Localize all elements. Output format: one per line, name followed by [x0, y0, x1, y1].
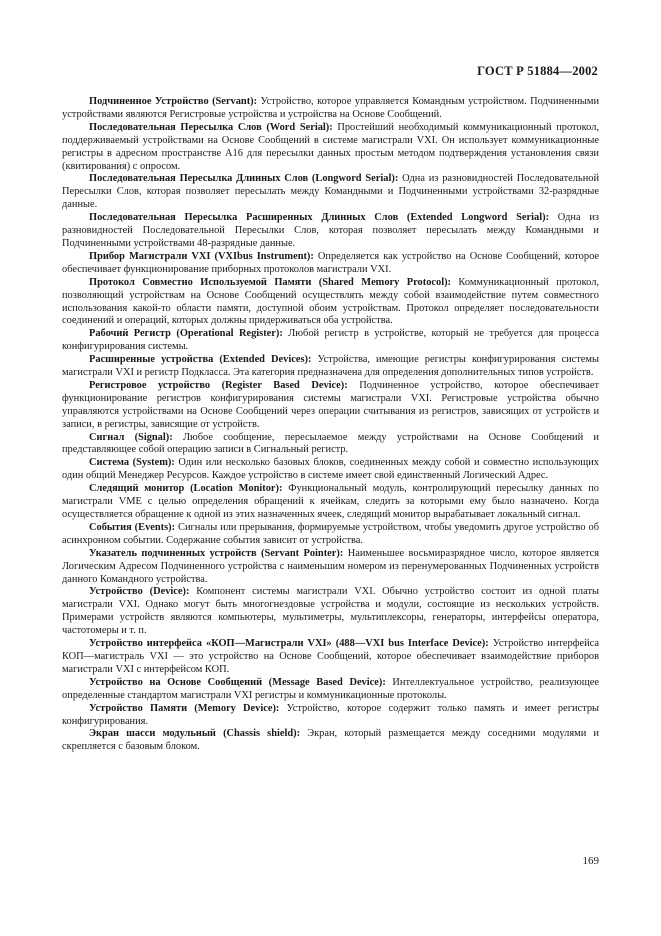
definition-text: Устройство, которое содержит только память и имеет регистры конфигурирования.	[62, 702, 600, 727]
definition-text: Устройства, имеющие регистры конфигурирования системы магистрали VXI и регистр Подкласса. Эта категория предназначена для определения дополнительных типов устройств.	[62, 354, 599, 379]
definition-text: Интеллектуальное устройство, реализующее определенные стандартом магистрали VXI регистры и коммуникационные протоколы.	[62, 676, 600, 701]
definition-paragraph	[62, 728, 599, 754]
definition-text: Функциональный модуль, контролирующий пересылку данных по магистрали VME с целью определения обращений к ячейкам, следить за которыми ему было назначено. Когда осуществляется обращение к одной из этих назначенных ячеек, следящий монитор вырабатывает локальный сигнал.	[62, 483, 599, 520]
definition-paragraph	[62, 251, 599, 277]
definition-text: Устройство интерфейса КОП—магистраль VXI — это устройство на Основе Сообщений, которое обеспечивает взаимодействие приборов магистрали VXI с интерфейсом КОП.	[62, 638, 599, 675]
definition-paragraph	[62, 432, 599, 458]
definition-text: Устройство, которое управляется Командным устройством. Подчиненными устройствами являются Регистровые устройства и устройства на Основе Сообщений.	[62, 96, 599, 120]
definition-term: Прибор Магистрали VXI (VXIbus Instrument):	[89, 250, 314, 262]
definition-paragraph	[62, 173, 599, 212]
definition-term: Последовательная Пересылка Расширенных Длинных Слов (Extended Longword Serial):	[89, 212, 550, 224]
definition-text: Подчиненное устройство, которое обеспечивает функционирование регистров конфигурирования системы магистрали VXI. Регистровые устройства обычно управляются устройствами на Основе Сообщений через операции считывания из регистров, зависящих от устройств и записи, в регистры, зависящие от устройств.	[62, 379, 599, 430]
definition-term: Устройство интерфейса «КОП—Магистрали VXI» (488—VXI bus Interface Device):	[89, 638, 489, 650]
definition-paragraph	[62, 677, 599, 703]
definition-text: Определяется как устройство на Основе Сообщений, которое обеспечивает функционирование приборных протоколов магистрали VXI.	[62, 250, 600, 275]
definition-paragraph	[62, 457, 599, 483]
definition-paragraph	[62, 522, 599, 548]
definition-text: Любой регистр в устройстве, который не требуется для процесса конфигурирования системы.	[62, 328, 600, 353]
definition-text: Один или несколько базовых блоков, соединенных между собой и совместно использующих один общий Менеджер Ресурсов. Каждое устройство в системе имеет свой единственный Логический Адрес.	[62, 457, 599, 482]
definition-term: Указатель подчиненных устройств (Servant Pointer):	[89, 547, 344, 559]
definition-paragraph	[62, 212, 599, 251]
definition-term: Следящий монитор (Location Monitor):	[89, 483, 283, 495]
definition-term: Расширенные устройства (Extended Devices):	[89, 354, 312, 366]
definition-paragraph	[62, 586, 599, 638]
definition-text: Сигналы или прерывания, формируемые устройством, чтобы уведомить другое устройство об асинхронном событии. Содержание события зависит от устройства.	[62, 521, 599, 546]
definition-text: Экран, который размещается между соседними модулями и скрепляется с базовым блоком.	[62, 728, 599, 753]
definition-paragraph	[62, 483, 599, 522]
definition-text: Одна из разновидностей Последовательной Пересылки Слов, которая позволяет пересылать между Командными и Подчиненными устройствами 48-разрядные данные.	[62, 212, 599, 249]
document-code: ГОСТ Р 51884—2002	[477, 64, 598, 78]
definition-paragraph	[62, 122, 599, 174]
definition-term: Регистровое устройство (Register Based Device):	[89, 379, 348, 391]
definition-term: Экран шасси модульный (Chassis shield):	[89, 728, 301, 740]
definition-term: Система (System):	[89, 457, 175, 469]
definition-term: Устройство Памяти (Memory Device):	[89, 702, 280, 714]
definition-text: Простейший необходимый коммуникационный протокол, поддерживаемый устройствами на Основе Сообщений в системе магистрали VXI. Он использует коммуникационные регистры в адресном пространстве A16 для пересылки данных простым методом подтверждения установления связи (квитирования) с опросом.	[62, 121, 599, 172]
definition-term: Последовательная Пересылка Длинных Слов (Longword Serial):	[89, 173, 399, 185]
definition-paragraph	[62, 277, 599, 329]
definition-text: Наименьшее восьмиразрядное число, которое является Логическим Адресом Подчиненного устройства с наименьшим номером из перенумерованных Подчиненных устройств данного Командного устройства.	[62, 547, 600, 585]
definition-paragraph	[62, 328, 599, 354]
definitions-body	[62, 96, 599, 754]
definition-term: События (Events):	[89, 521, 176, 533]
definition-term: Рабочий Регистр (Operational Register):	[89, 328, 283, 340]
definition-paragraph	[62, 96, 599, 122]
definition-term: Устройство (Device):	[89, 586, 190, 598]
definition-term: Протокол Совместно Используемой Памяти (Shared Memory Protocol):	[89, 276, 451, 288]
definition-term: Последовательная Пересылка Слов (Word Serial):	[89, 121, 333, 133]
definition-paragraph	[62, 638, 599, 677]
definition-text: Коммуникационный протокол, позволяющий устройствам на Основе Сообщений осуществлять между собой взаимодействие путем совместного использования какой-то области памяти, доступной обоим устройствам. Протокол определяет последовательности соединений и операций, которых должны придерживаться оба устройства.	[62, 276, 599, 327]
definition-paragraph	[62, 548, 599, 587]
definition-paragraph	[62, 703, 599, 729]
definition-paragraph	[62, 380, 599, 432]
definition-term: Сигнал (Signal):	[89, 431, 173, 443]
page-number: 169	[582, 855, 599, 867]
definition-term: Устройство на Основе Сообщений (Message Based Device):	[89, 676, 386, 688]
definition-text: Любое сообщение, пересылаемое между устройствами на Основе Сообщений и представляющее собой операцию записи в Сигнальный регистр.	[62, 431, 599, 456]
definition-text: Компонент системы магистрали VXI. Обычно устройство состоит из одной платы магистрали VXI. Однако могут быть многогнездовые устройства и модули, состоящие из нескольких устройств. Примерами устройств являются компьютеры, мультиметры, мультиплексоры, генераторы, интерфейсы оператора, частотомеры и т. п.	[62, 586, 599, 637]
definition-term: Подчиненное Устройство (Servant):	[89, 96, 258, 107]
definition-paragraph	[62, 354, 599, 380]
definition-text: Одна из разновидностей Последовательной Пересылки Слов, которая позволяет пересылать между Командными и Подчиненными устройствами 32-разрядные данные.	[62, 173, 600, 211]
